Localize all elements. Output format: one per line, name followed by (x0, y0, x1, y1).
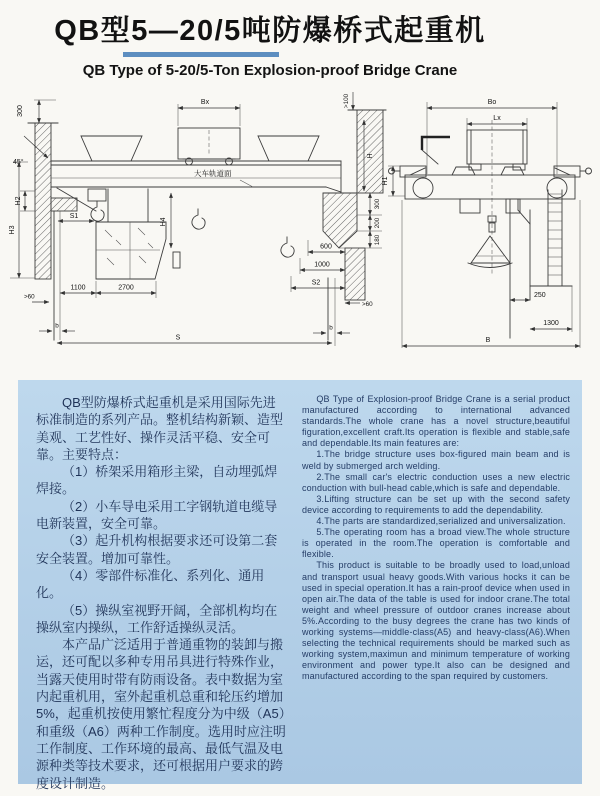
dim-label-h2: H2 (15, 196, 22, 206)
title-underline-bar (123, 52, 279, 57)
bridge-girder (51, 161, 341, 211)
rain-gutter (422, 137, 450, 164)
dim-label-1300: 1300 (543, 320, 559, 327)
dim-label-300-top: 300 (17, 105, 24, 117)
dim-h4 (160, 193, 180, 268)
dim-lx (467, 115, 527, 132)
dim-label-b-right: b (329, 324, 333, 332)
dim-label-180: 180 (374, 234, 381, 246)
dim-b-left (39, 323, 75, 332)
dim-label-s: S (175, 334, 181, 342)
dim-label-bx: Bx (200, 99, 210, 106)
en-paragraph: 4.The parts are standardized,serialized and universalization. (316, 516, 566, 527)
dim-label-h1: H1 (382, 176, 389, 186)
dim-label-lx: Lx (493, 115, 501, 122)
dim-label-250: 250 (534, 292, 546, 299)
dim-label-45: 45° (13, 159, 24, 166)
english-description-column (302, 394, 570, 784)
dim-label-200: 200 (374, 217, 381, 229)
hook-left (88, 189, 106, 221)
dim-label-2700: 2700 (118, 284, 134, 292)
page-subtitle: QB Type of 5-20/5-Ton Explosion-proof Bridge Crane (82, 62, 458, 79)
dim-label-b-left: b (55, 322, 59, 330)
dim-label-300: 300 (374, 198, 381, 210)
en-paragraph: 5.The operating room has a broad view.The whole structure is operated in the room.The operation is comfortable and flexible. (302, 527, 570, 560)
dim-label-bo: Bo (487, 99, 497, 106)
trolley-side-view (178, 99, 240, 165)
dim-h1 (382, 166, 405, 196)
crane-end-view-drawing (380, 90, 600, 362)
zh-paragraph: 本产品广泛适用于普通重物的装卸与搬运，还可配以多种专用吊具进行特殊作业，当露天使用时带有防雨设备。表中数据为室内起重机用，室外起重机总重和轮压约增加5%，起重机按使用繁忙程度分为中级（A5）和重级（A6）两种工作制度。选用时应注明工作制度、工作环境的最高、最低气温及电源种类等技术要求，还可根据用户要求的跨度设计制造。 (36, 637, 286, 791)
dim-label-s2: S2 (311, 279, 321, 287)
hook-right (281, 237, 294, 257)
page-title: QB型5—20/5吨防爆桥式起重机 (54, 15, 486, 47)
dims-600-1000-s2 (291, 240, 345, 292)
rail-surface-label: 大车轨道面 (194, 169, 232, 178)
en-paragraph: QB Type of Explosion-proof Bridge Crane is a serial product manufactured according to international advanced standards.The whole crane has a novel structure,beautiful figuration,excellent craft.Its operation is flexible and stable,safe and dependable.Its main features are: (302, 394, 570, 449)
dim-label-gt60-left: >60 (24, 293, 35, 301)
dim-label-h4: H4 (160, 217, 167, 227)
dim-label-1100: 1100 (70, 284, 86, 292)
dim-h2 (15, 191, 35, 211)
dim-label-1000: 1000 (314, 261, 330, 269)
dim-s1 (58, 213, 94, 221)
hoisting-gear (460, 199, 520, 268)
dim-label-h3: H3 (9, 225, 16, 235)
description-panel (18, 380, 582, 791)
dim-gt100 (343, 92, 353, 110)
hoist-frames (81, 136, 319, 161)
en-paragraph: This product is suitable to be broadly used to load,unload and transport usual heavy goods.With various hocks it can be used in special operation.It has a rain-proof device when used in open air.The data of the table is used for indoor crane.The total weight and wheel pressure of outdoor cranes increase about 5%.According to the busy degrees the crane has two kinds of working systems—middle-class(A5) and heavy-class(A6).When selecting the technical requirements should be marked such as working system,maximun and minimum temperature of working environment and power type.It also can be designed and manufactured according to the span required by customers. (302, 560, 570, 682)
dim-250 (510, 292, 546, 300)
header (0, 8, 540, 79)
zh-paragraph: （2）小车导电采用工字钢轨道电缆导电新装置，安全可靠。 (36, 498, 278, 532)
dim-gt60-left (24, 294, 49, 303)
dim-300-top (17, 100, 56, 123)
chinese-description-column (36, 394, 288, 791)
dim-label-600: 600 (320, 243, 332, 251)
ladder-platform (510, 190, 572, 338)
zh-paragraph: （1）桥架采用箱形主梁，自动埋弧焊焊接。 (36, 464, 278, 497)
zh-paragraph: （3）起升机构根据要求还可设第二套安全装置。增加可靠性。 (36, 533, 278, 566)
zh-paragraph: （4）零部件标准化、系列化、通用化。 (36, 567, 265, 601)
corbel-left (51, 198, 77, 211)
trolley-end-view (467, 120, 527, 276)
dim-label-gt60-right: >60 (362, 301, 373, 308)
dim-h3 (9, 162, 28, 278)
dim-label-b: B (485, 337, 491, 344)
dim-label-gt100: >100 (343, 93, 350, 109)
operator-cabin (96, 189, 166, 279)
dim-b-right (313, 325, 350, 334)
en-paragraph: 2.The small car's electric conduction uses a new electric conduction with bull-head cable,which is safe and dependable. (302, 471, 570, 493)
en-paragraph: 3.Lifting structure can be set up with the second safety device according to requirements to add the dependability. (302, 493, 570, 515)
dim-label-s1: S1 (69, 213, 79, 220)
dim-span-s (57, 335, 332, 344)
dim-label-h: H (367, 153, 374, 159)
dim-gt60-right (345, 301, 373, 308)
hook-middle (192, 209, 205, 229)
dims-1100-2700 (60, 281, 156, 298)
zh-paragraph: （5）操纵室视野开阔，全部机构均在操纵室内操纵，工作舒适操纵灵活。 (36, 602, 278, 635)
en-paragraph: 1.The bridge structure uses box-figured main beam and is weld by submerged arch welding. (302, 449, 570, 471)
crane-side-elevation-drawing (8, 90, 390, 362)
zh-paragraph: QB型防爆桥式起重机是采用国际先进标准制造的系列产品。整机结构新颖、造型美观、工艺性好、操作灵活平稳、安全可靠。主要特点： (36, 395, 284, 462)
